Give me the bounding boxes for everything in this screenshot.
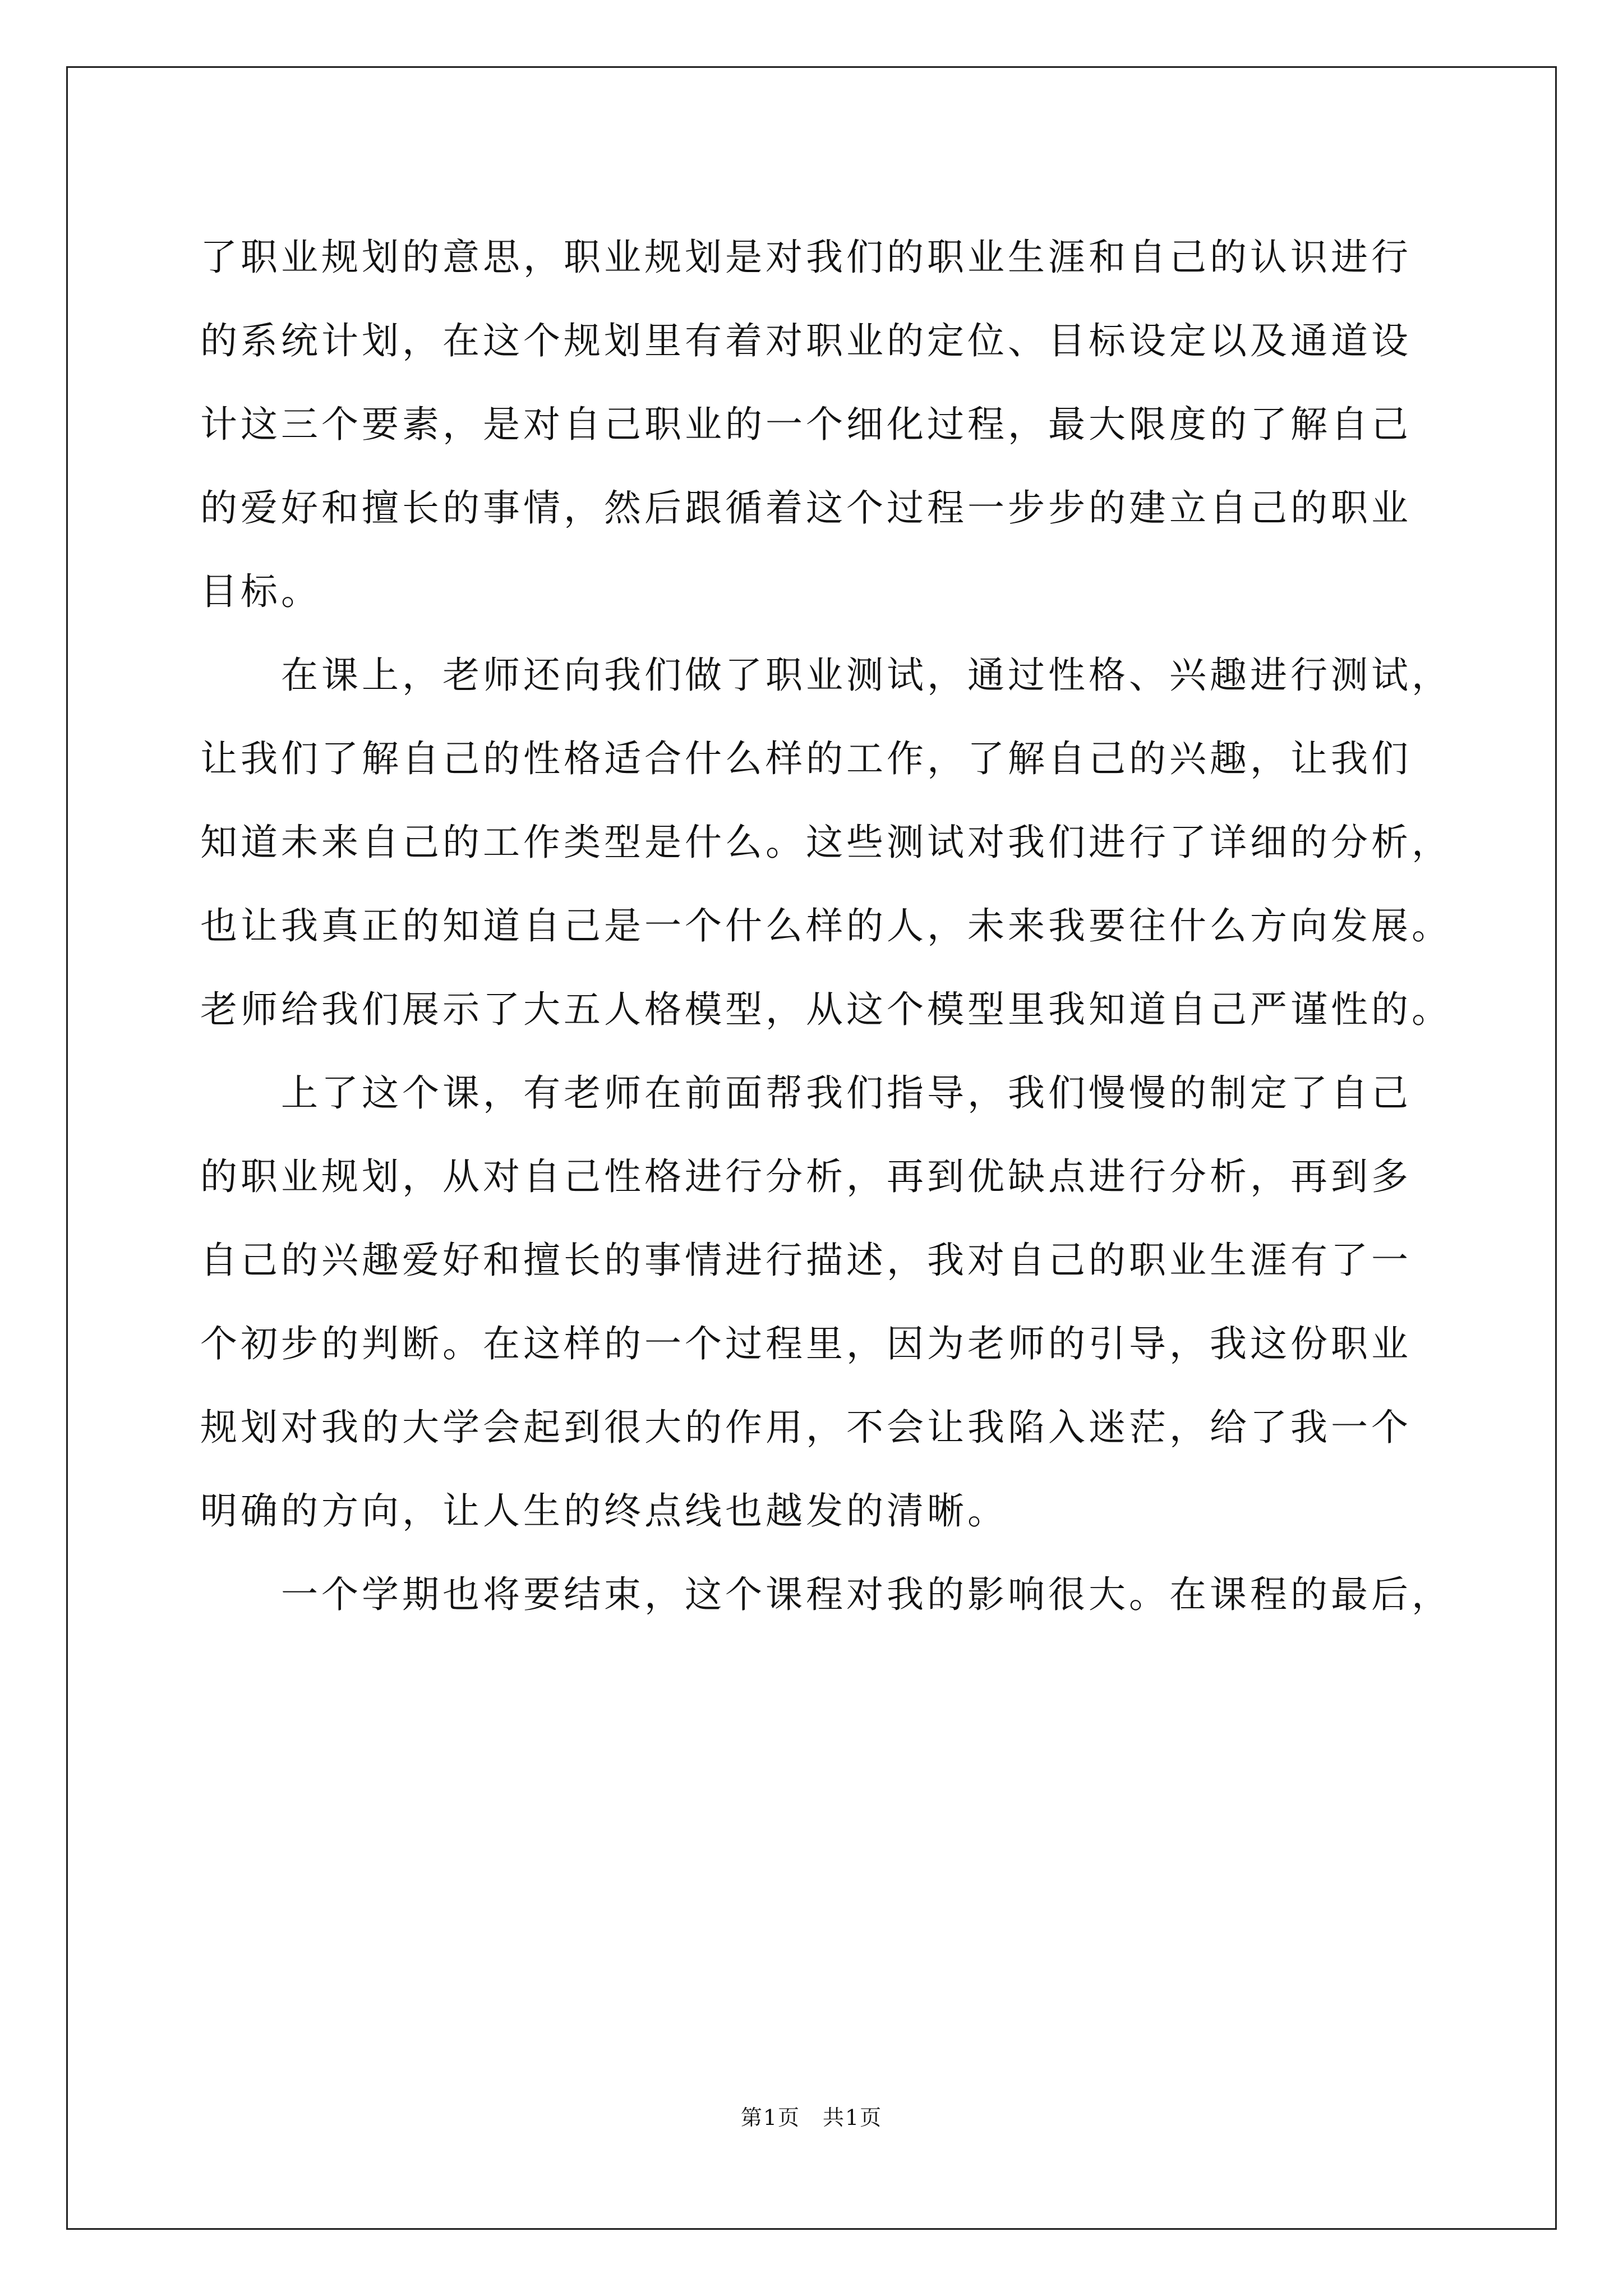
paragraph-1 xyxy=(200,215,1423,633)
text-line: 规划对我的大学会起到很大的作用，不会让我陷入迷茫，给了我一个 xyxy=(200,1406,1412,1449)
paragraph-2 xyxy=(200,633,1452,1051)
text-line: 上了这个课，有老师在前面帮我们指导，我们慢慢的制定了自己 xyxy=(200,1071,1412,1115)
text-line: 的系统计划，在这个规划里有着对职业的定位、目标设定以及通道设 xyxy=(200,319,1412,362)
text-line: 的职业规划，从对自己性格进行分析，再到优缺点进行分析，再到多 xyxy=(200,1155,1412,1198)
document-body xyxy=(200,215,1452,1636)
text-line: 让我们了解自己的性格适合什么样的工作，了解自己的兴趣，让我们 xyxy=(200,737,1412,780)
text-line: 知道未来自己的工作类型是什么。这些测试对我们进行了详细的分析， xyxy=(200,821,1452,864)
text-line: 的爱好和擅长的事情，然后跟循着这个过程一步步的建立自己的职业 xyxy=(200,486,1412,530)
text-line: 自己的兴趣爱好和擅长的事情进行描述，我对自己的职业生涯有了一 xyxy=(200,1239,1412,1282)
text-line: 也让我真正的知道自己是一个什么样的人，未来我要往什么方向发展。 xyxy=(200,904,1452,947)
text-line: 个初步的判断。在这样的一个过程里，因为老师的引导，我这份职业 xyxy=(200,1322,1412,1365)
paragraph-4 xyxy=(200,1553,1452,1636)
text-line: 老师给我们展示了大五人格模型，从这个模型里我知道自己严谨性的。 xyxy=(200,988,1452,1031)
text-line: 在课上，老师还向我们做了职业测试，通过性格、兴趣进行测试， xyxy=(200,654,1452,697)
text-line: 一个学期也将要结束，这个课程对我的影响很大。在课程的最后， xyxy=(200,1573,1452,1616)
text-line: 了职业规划的意思，职业规划是对我们的职业生涯和自己的认识进行 xyxy=(200,236,1412,279)
page-number: 第1页 共1页 xyxy=(740,2105,883,2130)
text-line: 明确的方向，让人生的终点线也越发的清晰。 xyxy=(200,1489,1008,1533)
text-line: 目标。 xyxy=(200,570,321,613)
text-line: 计这三个要素，是对自己职业的一个细化过程，最大限度的了解自己 xyxy=(200,403,1412,446)
paragraph-3 xyxy=(200,1051,1423,1553)
